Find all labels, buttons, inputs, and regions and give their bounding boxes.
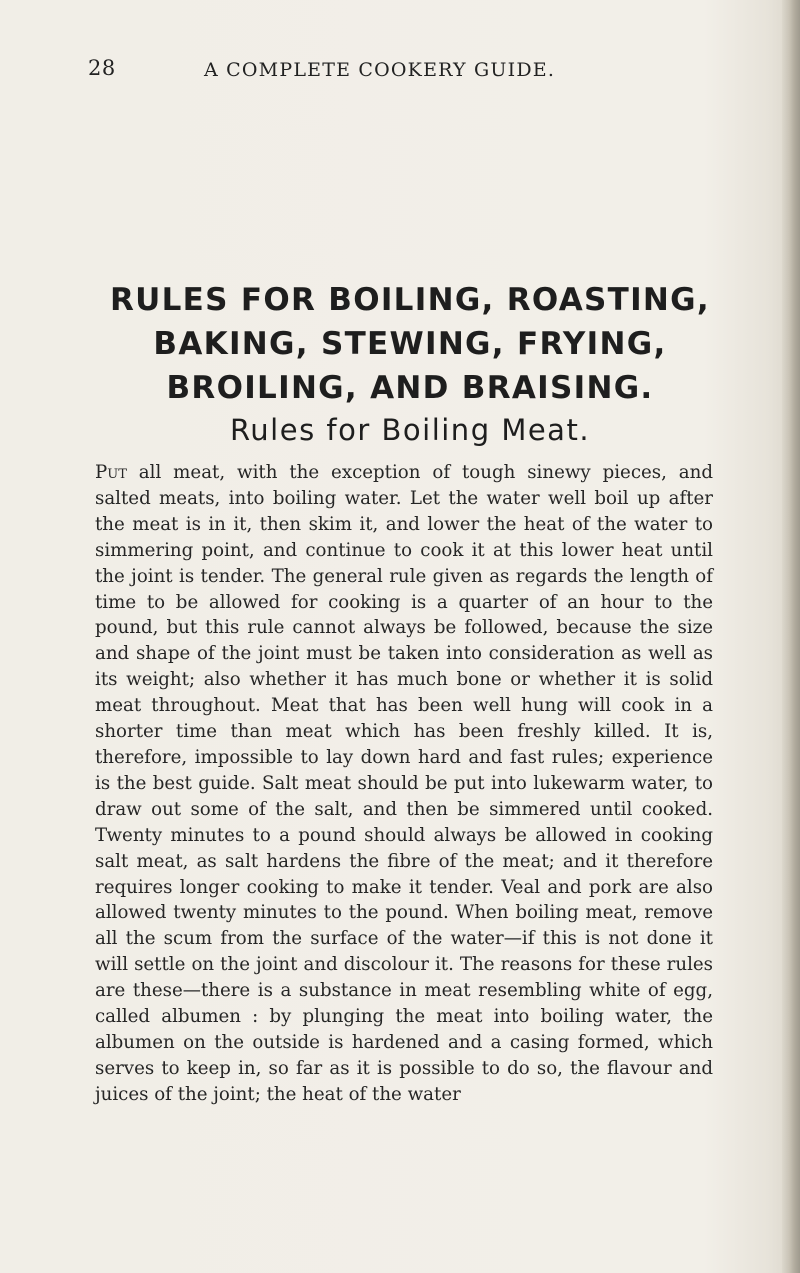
paragraph-text: all meat, with the exception of tough sinewy pieces, and salted meats, into boiling water. Let the water well boil up after the meat is in it, then skim it, and lower the heat of the water to simmering point, and continue to cook it at this lower heat until the joint is tender. The general rule given as regards the length of time to be allowed for cooking is a quarter of an hour to the pound, but this rule cannot always be followed, because the size and shape of the joint must be taken into consideration as well as its weight; also whether it has much bone or whether it is solid meat throughout. Meat that has been well hung will cook in a shorter time than meat which has been freshly killed. It is, therefore, impossible to lay down hard and fast rules; experience is the best guide. Salt meat should be put into lukewarm water, to draw out some of the salt, and then be simmered until cooked. Twenty minutes to a pound should always be allowed in cooking salt meat, as salt hardens the fibre of the meat; and it therefore requires longer cooking to make it tender. Veal and pork are also allowed twenty minutes to the pound. When boiling meat, remove all the scum from the surface of the water—if this is not done it will settle on the joint and discolour it. The reasons for these rules are these—there is a substance in meat resembling white of egg, called albumen : by plunging the meat into boiling water, the albumen on the outside is hardened and a casing formed, which serves to keep in, so far as it is possible to do so, the flavour and juices of the joint; the heat of the water <box>95 462 713 1105</box>
running-head: A COMPLETE COOKERY GUIDE. <box>204 59 556 81</box>
chapter-heading-line: RULES FOR BOILING, ROASTING, <box>109 282 710 318</box>
body-paragraph <box>95 460 713 1108</box>
chapter-heading-line: BAKING, STEWING, FRYING, <box>153 326 667 362</box>
page-header <box>0 56 800 86</box>
section-heading: Rules for Boiling Meat. <box>229 413 591 447</box>
chapter-heading <box>70 278 750 410</box>
page-number: 28 <box>88 56 116 80</box>
chapter-heading-line: BROILING, AND BRAISING. <box>166 370 654 406</box>
page-edge-shadow <box>782 0 800 1273</box>
paragraph-lead-word: Put <box>95 462 127 483</box>
